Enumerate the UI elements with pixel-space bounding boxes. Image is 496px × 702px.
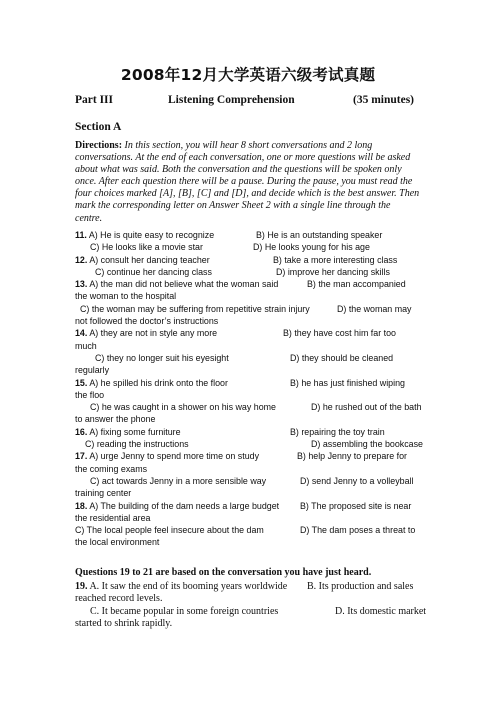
- choice-b: B) help Jenny to prepare for: [297, 451, 408, 462]
- long-conversation-heading: Questions 19 to 21 are based on the conversation you have just heard.: [75, 567, 372, 578]
- question-list: [75, 229, 425, 549]
- choice-c: C) reading the instructions: [85, 439, 189, 450]
- page-title: 2008年12月大学英语六级考试真题: [120, 66, 376, 84]
- part-label: Part III: [75, 94, 114, 106]
- choice-d: D. Its domestic market: [335, 605, 427, 617]
- question-14-row2: [75, 340, 425, 352]
- question-18-row4: [75, 536, 425, 548]
- choice-b: B) take a more interesting class: [273, 254, 398, 265]
- question-17-row3: [75, 475, 425, 487]
- choice-b-cont: the residential area: [75, 512, 151, 523]
- choice-c: C) he was caught in a shower on his way home: [90, 402, 276, 413]
- choice-a: A. It saw the end of its booming years worldwide: [87, 581, 288, 592]
- question-number: 16.: [75, 426, 88, 437]
- directions-paragraph: [75, 140, 423, 225]
- choice-a: A) urge Jenny to spend more time on study: [87, 451, 260, 462]
- choice-a: A) consult her dancing teacher: [87, 254, 210, 265]
- choice-d: D) they should be cleaned: [290, 352, 394, 363]
- directions-line: centre.: [75, 212, 103, 224]
- directions-line: conversations. At the end of each conversation, one or more questions will be asked: [75, 152, 411, 164]
- choice-a: A) The building of the dam needs a large budget: [87, 500, 280, 511]
- choice-b: B. Its production and sales: [307, 581, 414, 592]
- choice-b: B) he has just finished wiping: [290, 377, 405, 388]
- part-heading: [75, 94, 421, 108]
- choice-d-cont: to answer the phone: [75, 414, 156, 425]
- question-17-row2: [75, 463, 425, 475]
- question-11: [75, 229, 425, 241]
- directions-line: mark the corresponding letter on Answer Sheet 2 with a single line through the: [75, 200, 391, 212]
- choice-d-cont: training center: [75, 488, 132, 499]
- choice-d: D) improve her dancing skills: [276, 266, 390, 277]
- question-13: [75, 278, 425, 290]
- choice-c: C) He looks like a movie star: [90, 242, 203, 253]
- choice-b: B) the man accompanied: [307, 279, 406, 290]
- question-17: [75, 450, 425, 462]
- question-18-row2: [75, 512, 425, 524]
- part-time: (35 minutes): [353, 94, 415, 106]
- choice-b: B) repairing the toy train: [290, 426, 385, 437]
- choice-a: A) he spilled his drink onto the floor: [87, 377, 228, 388]
- choice-c: C) The local people feel insecure about the dam: [75, 525, 264, 536]
- question-16: [75, 426, 425, 438]
- choice-c: C) the woman may be suffering from repetitive strain injury: [80, 303, 310, 314]
- question-19-row1: [75, 581, 425, 593]
- choice-d: D) he rushed out of the bath: [311, 402, 422, 413]
- question-number: 13.: [75, 279, 88, 290]
- choice-d: D) send Jenny to a volleyball: [300, 475, 414, 486]
- choice-d: D) The dam poses a threat to: [300, 525, 416, 536]
- question-15: [75, 377, 425, 389]
- question-19-row4: [75, 618, 425, 630]
- question-14-row3: [75, 352, 425, 364]
- question-19-row3: [75, 606, 425, 618]
- question-number: 18.: [75, 500, 88, 511]
- question-number: 11.: [75, 230, 87, 240]
- question-11-row2: [75, 241, 425, 253]
- choice-b-cont: the woman to the hospital: [75, 291, 177, 302]
- directions-label: Directions:: [75, 140, 123, 151]
- choice-d-cont: regularly: [75, 365, 110, 376]
- question-19: [75, 581, 425, 630]
- choice-d-cont: the local environment: [75, 537, 160, 548]
- question-14: [75, 327, 425, 339]
- choice-b-cont: much: [75, 340, 97, 351]
- choice-c: C. It became popular in some foreign countries: [90, 605, 279, 617]
- choice-a: A) He is quite easy to recognize: [86, 230, 215, 240]
- choice-a: A) they are not in style any more: [87, 328, 218, 339]
- question-12: [75, 254, 425, 266]
- directions-line: four choices marked [A], [B], [C] and [D], and decide which is the best answer. Then: [75, 188, 420, 200]
- choice-d-cont: not followed the doctor’s instructions: [75, 316, 219, 327]
- question-15-row3: [75, 401, 425, 413]
- choice-d-cont: started to shrink rapidly.: [75, 617, 173, 629]
- question-number: 14.: [75, 328, 88, 339]
- choice-a: A) the man did not believe what the woman said: [87, 279, 279, 290]
- choice-b-cont: the coming exams: [75, 463, 148, 474]
- question-18: [75, 500, 425, 512]
- question-15-row2: [75, 389, 425, 401]
- choice-d: D) assembling the bookcase: [311, 439, 423, 450]
- choice-b: B) The proposed site is near: [300, 500, 412, 511]
- choice-c: C) continue her dancing class: [95, 266, 212, 277]
- choice-d: D) the woman may: [337, 303, 412, 314]
- question-12-row2: [75, 266, 425, 278]
- choice-c: C) act towards Jenny in a more sensible way: [90, 475, 267, 486]
- question-16-row2: [75, 438, 425, 450]
- choice-d: D) He looks young for his age: [253, 242, 370, 253]
- directions-line: once. After each question there will be a pause. During the pause, you must read the: [75, 176, 413, 188]
- choice-b-cont: the floo: [75, 389, 105, 400]
- choice-a: A) fixing some furniture: [87, 426, 181, 437]
- directions-line: In this section, you will hear 8 short conversations and 2 long: [122, 140, 373, 151]
- question-17-row4: [75, 487, 425, 499]
- directions-line: about what was said. Both the conversation and the questions will be spoken only: [75, 164, 402, 176]
- question-18-row3: [75, 524, 425, 536]
- question-13-row3: [75, 303, 425, 315]
- section-heading: Section A: [75, 121, 122, 133]
- question-number: 12.: [75, 254, 88, 265]
- question-number: 19.: [75, 581, 88, 592]
- question-19-row2: [75, 593, 425, 605]
- choice-b: B) they have cost him far too: [283, 328, 396, 339]
- question-number: 15.: [75, 377, 88, 388]
- question-14-row4: [75, 364, 425, 376]
- choice-b: B) He is an outstanding speaker: [256, 230, 383, 240]
- question-13-row2: [75, 290, 425, 302]
- question-13-row4: [75, 315, 425, 327]
- question-15-row4: [75, 413, 425, 425]
- part-name: Listening Comprehension: [168, 94, 295, 106]
- choice-b-cont: reached record levels.: [75, 593, 163, 605]
- question-number: 17.: [75, 451, 88, 462]
- choice-c: C) they no longer suit his eyesight: [95, 352, 229, 363]
